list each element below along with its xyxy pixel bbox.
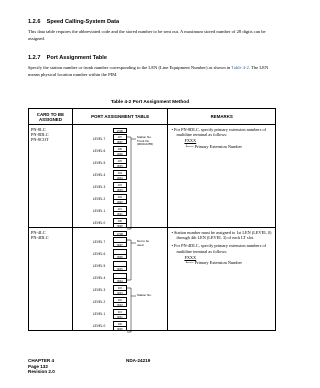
remarks-cell xyxy=(168,228,276,331)
fxx-note: └── Primary Extension Number xyxy=(184,260,242,266)
level-label: LEVEL 5 xyxy=(92,161,106,165)
fxx-note-text: Primary Extension Number xyxy=(194,143,242,149)
card-cell xyxy=(29,125,73,228)
port-slot xyxy=(113,309,127,319)
level-label: LEVEL 6 xyxy=(92,252,106,256)
page-number: Page 132 xyxy=(28,363,48,369)
port-diagram-cell xyxy=(72,228,168,331)
port-slot xyxy=(113,237,127,247)
level-label: LEVEL 3 xyxy=(92,288,106,292)
level-label: LEVEL 2 xyxy=(92,300,106,304)
port-slot xyxy=(113,218,127,228)
card-name: PN-8COT xyxy=(31,137,49,143)
level-label: LEVEL 0 xyxy=(92,324,106,328)
slot-len: 0001 xyxy=(117,213,123,216)
level-label: LEVEL 1 xyxy=(92,312,106,316)
remark-text: Station number must be assigned to 1st LEN (LEVEL 0) through 4th LEN (LEVEL 3) of each LT slot. xyxy=(174,230,272,241)
slot-len: 0003 xyxy=(117,189,123,192)
port-slot xyxy=(113,134,127,144)
card-name: PN-8LC xyxy=(31,127,46,132)
fxx-text: FXXX xyxy=(184,254,197,260)
slot-len: 0006 xyxy=(117,256,123,259)
paragraph-126: This data table requires the abbreviated code and the stored number to be sent out. A maximum stored number of 28 digits can be assigned. xyxy=(28,29,266,41)
section-number: 1.2.7 xyxy=(28,55,41,61)
slot-station: 206 xyxy=(114,147,126,152)
table-caption: Table 4-2 Port Assignment Method xyxy=(110,100,190,105)
callout-line: (0000-0255) xyxy=(136,142,154,147)
port-assignment-table xyxy=(28,108,276,331)
slot-len: 0001 xyxy=(117,316,123,319)
header-port-table: PORT ASSIGNMENT TABLE xyxy=(72,109,168,125)
revision-label: Revision 2.0 xyxy=(28,369,55,375)
callout-line: Station No. xyxy=(136,135,152,139)
level-label: LEVEL 7 xyxy=(92,137,106,141)
footer-left xyxy=(28,358,55,375)
callout-line: used xyxy=(136,242,144,247)
document-number: NDA-24219 xyxy=(126,358,151,363)
port-diagram-cell xyxy=(72,125,168,228)
callout-line: Trunk No. xyxy=(136,138,150,143)
port-slot xyxy=(113,158,127,168)
slot-station: 200 xyxy=(114,322,126,327)
level-label: LEVEL 2 xyxy=(92,197,106,201)
fxx-note: └── Primary Extension Number xyxy=(184,143,242,149)
port-slot xyxy=(113,182,127,192)
callout-bracket xyxy=(127,237,137,333)
level-label: LEVEL 6 xyxy=(92,149,106,153)
callout-label xyxy=(137,240,149,247)
callout-line: Station No. xyxy=(136,293,152,297)
remarks-cell xyxy=(168,125,276,228)
slot-len: 0005 xyxy=(117,165,123,168)
slot-station: 202 xyxy=(114,298,126,303)
card-name: PN-8DLC xyxy=(31,132,49,138)
table-row xyxy=(29,125,276,228)
remark-bullet: • Station number must be assigned to 1st LEN (LEVEL 0) through 4th LEN (LEVEL 3) of each LT slot. xyxy=(171,230,272,241)
paragraph-127 xyxy=(28,65,276,78)
slot-len: 0000 xyxy=(117,225,123,228)
port-slot xyxy=(113,261,127,271)
port-slot xyxy=(113,273,127,283)
slot-len: 0007 xyxy=(117,244,123,247)
header-remarks: REMARKS xyxy=(168,109,276,125)
table-row xyxy=(29,228,276,331)
table-link[interactable]: Table 4-2 xyxy=(231,65,249,70)
level-label: LEVEL 3 xyxy=(92,185,106,189)
section-heading-126 xyxy=(28,19,119,25)
chapter-label: CHAPTER 4 xyxy=(28,358,55,363)
section-heading-127 xyxy=(28,55,107,61)
section-title: Speed Calling-System Data xyxy=(46,19,120,25)
section-title: Port Assignment Table xyxy=(46,55,107,61)
card-name: PN-4DLC xyxy=(31,235,49,241)
slot-len: 0000 xyxy=(117,328,123,331)
paragraph-text: . The LEN means physical location number within the PIM. xyxy=(28,65,269,77)
slot-station: 203 xyxy=(114,286,126,291)
port-slot xyxy=(113,146,127,156)
slot-station: 207 xyxy=(114,135,126,140)
slot-len: 0004 xyxy=(117,280,123,283)
remark-text: For PN-8DLC, specify primary extension numbers of multiline terminal as follows: xyxy=(174,127,267,138)
header-card: CARD TO BE ASSIGNED xyxy=(29,109,73,125)
callout-label xyxy=(137,136,153,147)
level-label: LEVEL 4 xyxy=(92,276,106,280)
slot-len: 0002 xyxy=(117,201,123,204)
remark-bullet: • For PN-4DLC, specify primary extension numbers of multiline terminal as follows: xyxy=(171,243,267,254)
slot-len: 0003 xyxy=(117,292,123,295)
remark-text: For PN-4DLC, specify primary extension numbers of multiline terminal as follows: xyxy=(174,243,267,254)
card-cell xyxy=(29,228,73,331)
slot-station: 201 xyxy=(114,310,126,315)
port-slot xyxy=(113,249,127,259)
callout-bracket xyxy=(127,134,137,230)
slot-station: 204 xyxy=(114,171,126,176)
slot-station: 200 xyxy=(114,219,126,224)
slot-station: 203 xyxy=(114,183,126,188)
level-label: LEVEL 5 xyxy=(92,264,106,268)
lt-slot-label: LT00 xyxy=(113,231,127,236)
fxx-text: FXXX xyxy=(184,138,197,144)
paragraph-text: Specify the station number or trunk number corresponding to the LEN (Line Equipment Number) as shown in xyxy=(28,65,232,70)
level-label: LEVEL 0 xyxy=(92,221,106,225)
port-slot xyxy=(113,297,127,307)
slot-station: 202 xyxy=(114,195,126,200)
slot-len: 0007 xyxy=(117,141,123,144)
lt-slot-label: LT00 xyxy=(113,128,127,133)
remark-bullet: • For PN-8DLC, specify primary extension numbers of multiline terminal as follows: xyxy=(171,127,267,138)
slot-len: 0005 xyxy=(117,268,123,271)
fxx-note-text: Primary Extension Number xyxy=(194,260,242,266)
level-label: LEVEL 1 xyxy=(92,209,106,213)
slot-len: 0006 xyxy=(117,153,123,156)
slot-station: 201 xyxy=(114,207,126,212)
port-slot xyxy=(113,194,127,204)
callout-label xyxy=(137,294,152,298)
port-slot xyxy=(113,206,127,216)
callout-line: Not to be xyxy=(136,239,150,243)
section-number: 1.2.6 xyxy=(28,19,41,25)
table-header-row xyxy=(29,109,276,125)
port-slot xyxy=(113,321,127,331)
level-label: LEVEL 4 xyxy=(92,173,106,177)
port-slot xyxy=(113,170,127,180)
port-slot xyxy=(113,285,127,295)
level-label: LEVEL 7 xyxy=(92,240,106,244)
slot-len: 0004 xyxy=(117,177,123,180)
slot-len: 0002 xyxy=(117,304,123,307)
slot-station: 205 xyxy=(114,159,126,164)
card-name: PN-4LC xyxy=(31,230,46,235)
